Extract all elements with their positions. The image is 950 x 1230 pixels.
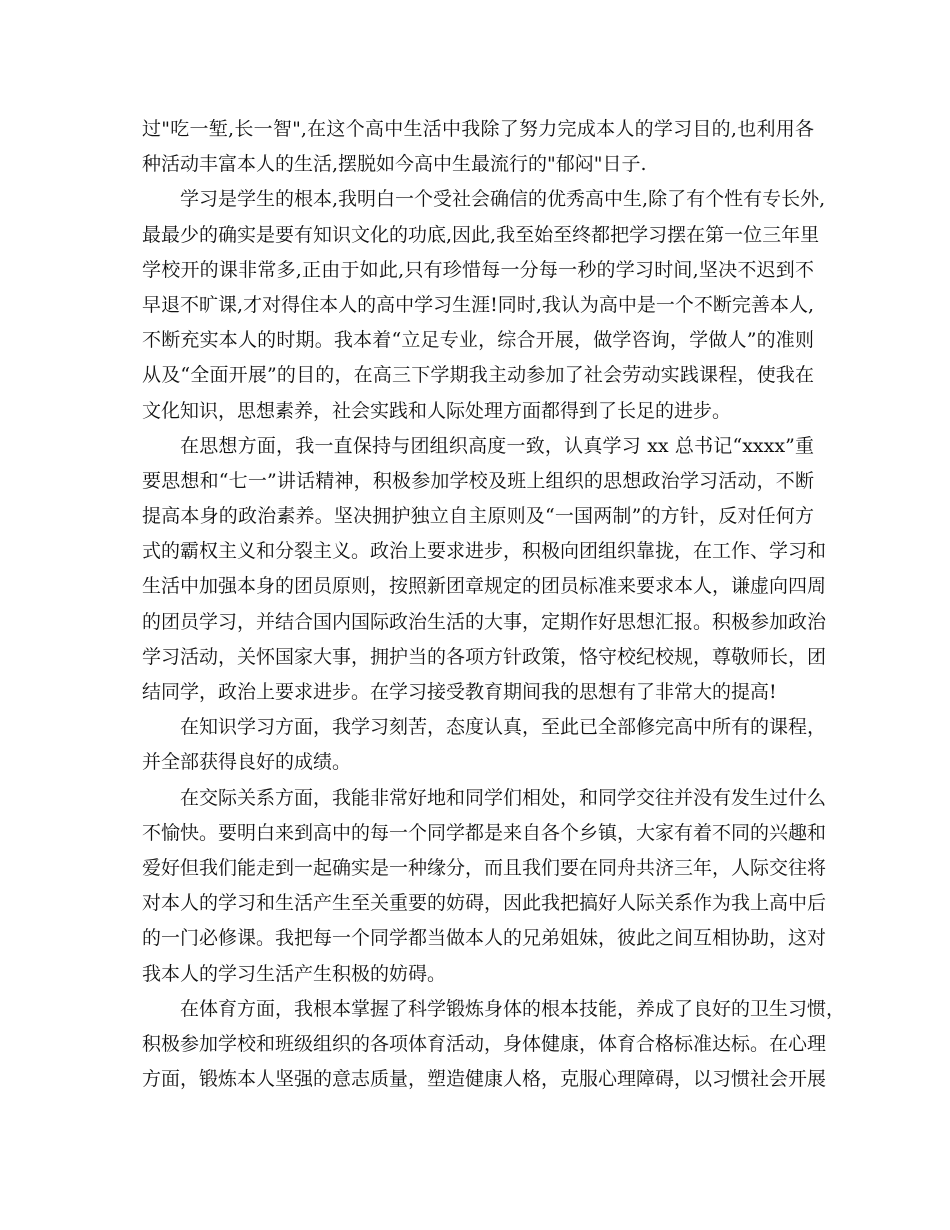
paragraph-first-line: 在知识学习方面，我学习刻苦，态度认真，至此已全部修完高中所有的课程， xyxy=(180,716,827,739)
document-body xyxy=(142,112,846,1097)
paragraph-line: 不断充实本人的时期。我本着“立足专业，综合开展，做学咨询，学做人”的准则 xyxy=(142,329,814,352)
paragraph-line: 种活动丰富本人的生活,摆脱如今高中生最流行的"郁闷"日子. xyxy=(142,153,647,176)
paragraph-line: 学习活动，关怀国家大事，拥护当的各项方针政策，恪守校纪校规，尊敬师长，团 xyxy=(142,645,827,668)
paragraph-line: 方面，锻炼本人坚强的意志质量，塑造健康人格，克服心理障碍，以习惯社会开展 xyxy=(142,1068,827,1091)
paragraph-line: 的一门必修课。我把每一个同学都当做本人的兄弟姐妹，彼此之间互相协助，这对 xyxy=(142,927,827,950)
paragraph-line: 文化知识，思想素养，社会实践和人际处理方面都得到了长足的进步。 xyxy=(142,399,732,422)
paragraph-line: 最最少的确实是要有知识文化的功底,因此,我至始至终都把学习摆在第一位三年里 xyxy=(142,223,820,246)
paragraph-line: 式的霸权主义和分裂主义。政治上要求进步，积极向团组织靠拢，在工作、学习和 xyxy=(142,540,827,563)
paragraph-first-line: 在体育方面，我根本掌握了科学锻炼身体的根本技能，养成了良好的卫生习惯， xyxy=(180,997,846,1020)
paragraph-first-line: 在思想方面，我一直保持与团组织高度一致，认真学习 xx 总书记“xxxx”重 xyxy=(180,434,814,457)
paragraph-first-line: 学习是学生的根本,我明白一个受社会确信的优秀高中生,除了有个性有专长外, xyxy=(180,188,826,211)
paragraph-line: 早退不旷课,才对得住本人的高中学习生涯!同时,我认为高中是一个不断完善本人, xyxy=(142,293,814,316)
paragraph-line: 提高本身的政治素养。坚决拥护独立自主原则及“一国两制”的方针，反对任何方 xyxy=(142,505,814,528)
paragraph-line: 学校开的课非常多,正由于如此,只有珍惜每一分每一秒的学习时间,坚决不迟到不 xyxy=(142,258,814,281)
paragraph-first-line: 在交际关系方面，我能非常好地和同学们相处，和同学交往并没有发生过什么 xyxy=(180,786,827,809)
paragraph-line: 的团员学习，并结合国内国际政治生活的大事，定期作好思想汇报。积极参加政治 xyxy=(142,610,827,633)
paragraph-line: 爱好但我们能走到一起确实是一种缘分，而且我们要在同舟共济三年，人际交往将 xyxy=(142,856,827,879)
paragraph-line: 我本人的学习生活产生积极的妨碍。 xyxy=(142,962,447,985)
paragraph-line: 过"吃一堑,长一智",在这个高中生活中我除了努力完成本人的学习目的,也利用各 xyxy=(142,118,814,140)
paragraph-line: 要思想和“七一”讲话精神，积极参加学校及班上组织的思想政治学习活动，不断 xyxy=(142,469,814,492)
paragraph-line: 生活中加强本身的团员原则，按照新团章规定的团员标准来要求本人，谦虚向四周 xyxy=(142,575,827,598)
paragraph-line: 不愉快。要明白来到高中的每一个同学都是来自各个乡镇，大家有着不同的兴趣和 xyxy=(142,821,827,844)
paragraph-line: 结同学，政治上要求进步。在学习接受教育期间我的思想有了非常大的提高! xyxy=(142,681,777,703)
paragraph-line: 对本人的学习和生活产生至关重要的妨碍，因此我把搞好人际关系作为我上高中后 xyxy=(142,892,827,915)
paragraph-line: 积极参加学校和班级组织的各项体育活动，身体健康，体育合格标准达标。在心理 xyxy=(142,1032,827,1055)
paragraph-line: 并全部获得良好的成绩。 xyxy=(142,751,352,774)
paragraph-line: 从及“全面开展”的目的，在高三下学期我主动参加了社会劳动实践课程，使我在 xyxy=(142,364,814,387)
